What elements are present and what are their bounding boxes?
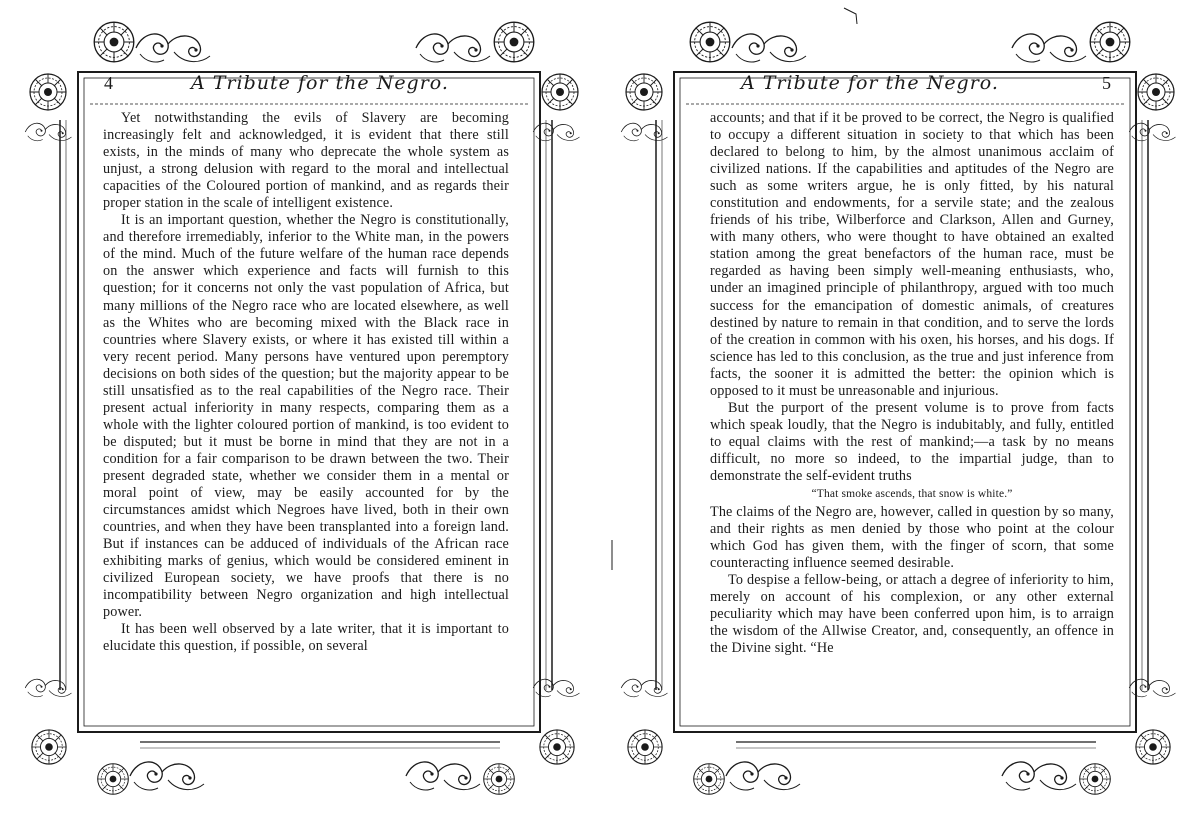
- acanthus-scroll-icon: [136, 34, 210, 62]
- paragraph: Yet notwithstanding the evils of Slavery are becoming increasingly felt and acknowledged, it is evident that there still exists, in the minds of many who deprecate the whole system as unjust, a strong delusion with regard to the moral and intellectual capacities of the Coloured portion of mankind, and as regards their proper station in the scale of intelligent existence.: [103, 110, 509, 212]
- rosette-icon: [32, 730, 66, 764]
- rosette-icon: [542, 74, 578, 110]
- acanthus-scroll-icon: [1129, 679, 1175, 697]
- page-number: 5: [1102, 73, 1111, 93]
- paragraph: It has been well observed by a late writer, that it is important to elucidate this question, if possible, on several: [103, 621, 509, 655]
- rosette-icon: [626, 74, 662, 110]
- acanthus-scroll-icon: [533, 123, 579, 141]
- acanthus-scroll-icon: [1002, 762, 1076, 790]
- paragraph: accounts; and that if it be proved to be correct, the Negro is qualified to occupy a different situation in society to that which has been declared to belong to him, by the almost unanimous acclaim of civilized nations. If the capabilities and aptitudes of the Negro are such as some writers argue, he is only fitted, by his natural constitution and endowments, for a servile state; and the zealous friends of his tribe, Wilberforce and Clarkson, Allen and Gurney, with many others, who were thought to have obtained an exalted station among the great benefactors of the human race, must be regarded as having been simply well-meaning enthusiasts, who, under an imagined principle of philanthropy, argued with too much success for the emancipation of domestic animals, of creatures destined by nature to remain in that condition, and to serve the lords of the creation in common with his oxen, his horses, and his dogs. If science has led to this conclusion, as the true and just inference from facts, the sooner it is admitted the better: the opinion which is opposed to it must be unreasonable and injurious.: [710, 110, 1114, 399]
- running-title: A Tribute for the Negro.: [191, 72, 449, 94]
- rosette-icon: [628, 730, 662, 764]
- rosette-icon: [30, 74, 66, 110]
- body-text: [103, 110, 509, 656]
- rosette-icon: [694, 764, 725, 795]
- acanthus-scroll-icon: [732, 34, 806, 62]
- acanthus-scroll-icon: [533, 679, 579, 697]
- right-page: [600, 0, 1200, 816]
- rosette-icon: [1080, 764, 1111, 795]
- acanthus-scroll-icon: [25, 679, 71, 697]
- page-number: 4: [104, 73, 113, 93]
- acanthus-scroll-icon: [130, 762, 204, 790]
- acanthus-scroll-icon: [621, 123, 667, 141]
- paragraph: It is an important question, whether the Negro is constitutionally, and therefore irremediably, inferior to the White man, in the powers of the mind. Much of the future welfare of the human race depends on the answer which experience and facts will furnish to this question; for it concerns not only the vast population of Africa, but many millions of the Negro race who are located elsewhere, as well as the Whites who are becoming mixed with the Black race in countries where Slavery exists, or where it has existed till within a very recent period. Many persons have ventured upon peremptory decisions on both sides of the question; but the majority appear to be still unsatisfied as to the real capabilities of the Negro race. Their present actual inferiority in many respects, comparing them as a whole with the lighter coloured portion of mankind, is too evident to be disputed; but it must be borne in mind that they are not in a condition for a fair comparison to be drawn between the two. Their present degraded state, whether we consider them in a mental or moral point of view, may be easily accounted for by the circumstances amidst which Negroes have lived, both in their own countries, and when they have been transplanted into a foreign land. But if instances can be adduced of individuals of the African race exhibiting marks of genius, which would be considered eminent in civilized European society, we have proofs that there is no incompatibility between Negro organization and high intellectual power.: [103, 212, 509, 621]
- rosette-icon: [94, 22, 134, 62]
- rosette-icon: [1136, 730, 1170, 764]
- acanthus-scroll-icon: [1129, 123, 1175, 141]
- paragraph: To despise a fellow-being, or attach a degree of inferiority to him, merely on account of his complexion, or any other external peculiarity which may have been conferred upon him, is to arraign the wisdom of the Allwise Creator, and, consequently, an offence in the Divine sight. “He: [710, 572, 1114, 657]
- rosette-icon: [540, 730, 574, 764]
- rosette-icon: [494, 22, 534, 62]
- paragraph: The claims of the Negro are, however, called in question by so many, and their rights as men denied by those who point at the colour which God has given them, with the finger of scorn, that some counteracting influence seemed desirable.: [710, 504, 1114, 572]
- quotation: “That smoke ascends, that snow is white.”: [811, 488, 1013, 501]
- rosette-icon: [98, 764, 129, 795]
- acanthus-scroll-icon: [621, 679, 667, 697]
- rosette-icon: [484, 764, 515, 795]
- acanthus-scroll-icon: [1012, 34, 1086, 62]
- rosette-icon: [1138, 74, 1174, 110]
- body-text: [710, 110, 1114, 657]
- rosette-icon: [690, 22, 730, 62]
- acanthus-scroll-icon: [25, 123, 71, 141]
- rosette-icon: [1090, 22, 1130, 62]
- paragraph: But the purport of the present volume is to prove from facts which speak loudly, that the Negro is indubitably, and fully, entitled to equal claims with the rest of mankind;—a task by no means difficult, no more so indeed, to the impartial judge, than to demonstrate the self-evident truths: [710, 399, 1114, 484]
- acanthus-scroll-icon: [416, 34, 490, 62]
- acanthus-scroll-icon: [406, 762, 480, 790]
- running-title: A Tribute for the Negro.: [741, 72, 999, 94]
- acanthus-scroll-icon: [726, 762, 800, 790]
